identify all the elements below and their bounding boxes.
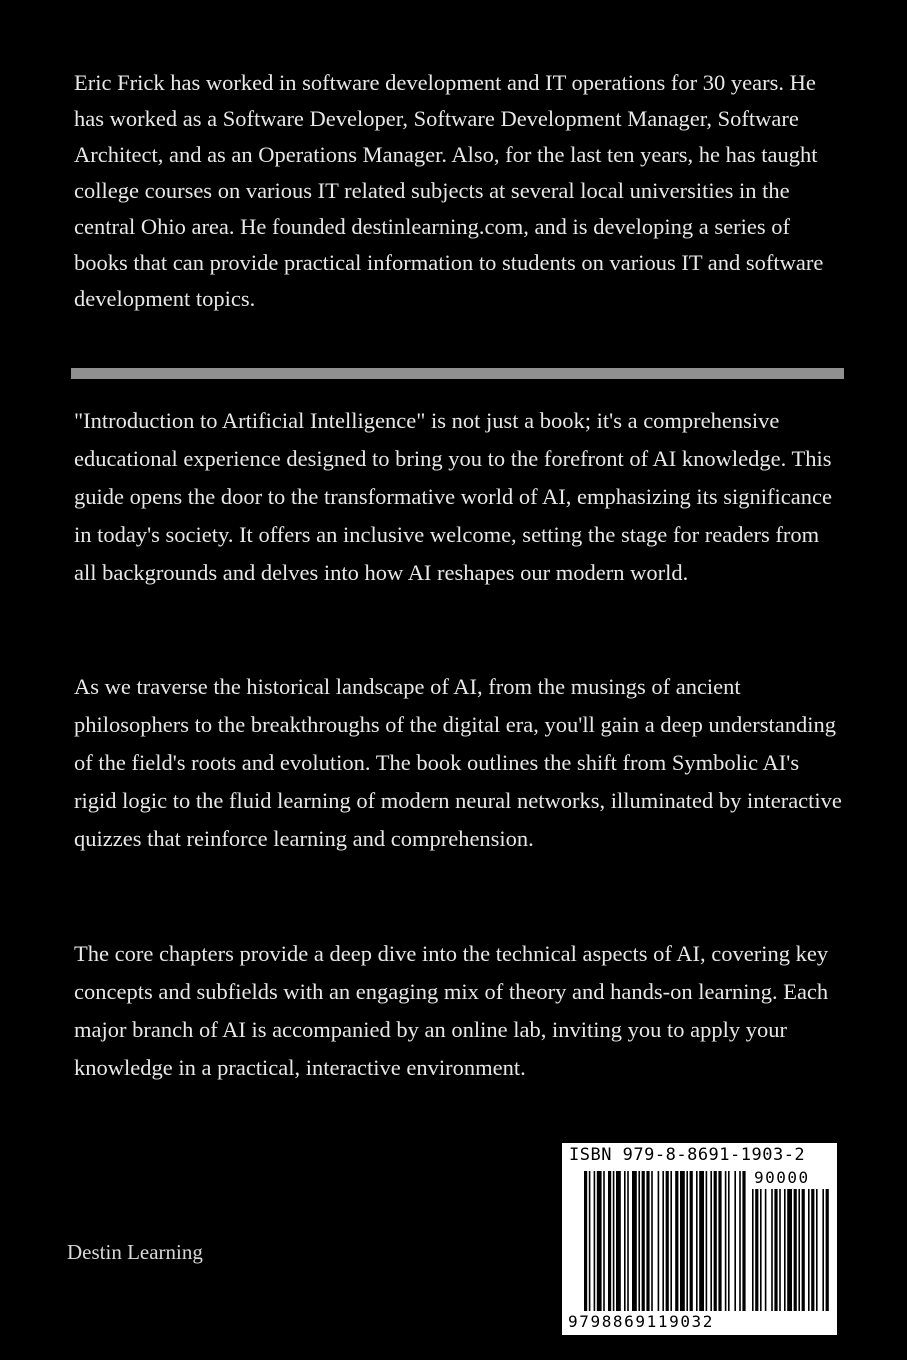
- addon-bar: [765, 1189, 767, 1311]
- barcode-bar: [680, 1171, 685, 1311]
- barcode-bar: [632, 1171, 637, 1311]
- barcode-bar: [675, 1171, 678, 1311]
- addon-bar: [816, 1189, 818, 1311]
- barcode-bar: [646, 1171, 649, 1311]
- barcode-bar: [710, 1171, 712, 1311]
- barcode-bar: [696, 1171, 698, 1311]
- addon-bar: [802, 1189, 805, 1311]
- addon-bar: [811, 1189, 814, 1311]
- barcode-bar: [725, 1171, 727, 1311]
- barcode-bar: [699, 1171, 704, 1311]
- publisher-name: Destin Learning: [67, 1240, 203, 1264]
- barcode-bar: [728, 1171, 730, 1311]
- description-paragraph-3: The core chapters provide a deep dive into the technical aspects of AI, covering key concepts and subfields with an engaging mix of theory and hands-on learning. Each major branch of AI is accompanied by an online lab, inviting you to apply your knowledge in a practical, interactive environment.: [74, 941, 829, 1080]
- barcode-bar: [584, 1171, 587, 1311]
- description-paragraph-1: "Introduction to Artificial Intelligence" is not just a book; it's a comprehensive educational experience designed to bring you to the forefront of AI knowledge. This guide opens the door to the transformative world of AI, emphasizing its significance in today's society. It offers an inclusive welcome, setting the stage for readers from all backgrounds and delves into how AI reshapes our modern world.: [74, 408, 832, 585]
- addon-bar: [760, 1189, 762, 1311]
- barcode-bar: [651, 1171, 653, 1311]
- barcode-bar: [613, 1171, 615, 1311]
- barcode-bar: [638, 1171, 640, 1311]
- isbn-text: ISBN 979-8-8691-1903-2: [569, 1145, 806, 1165]
- barcode-bar: [686, 1171, 688, 1311]
- addon-bar: [822, 1189, 824, 1311]
- barcode-bar: [734, 1171, 736, 1311]
- addon-bar: [752, 1189, 754, 1311]
- barcode-bar: [662, 1171, 664, 1311]
- barcode-bar: [642, 1171, 645, 1311]
- barcode-bar: [706, 1171, 708, 1311]
- addon-bar: [787, 1189, 792, 1311]
- author-bio: Eric Frick has worked in software development and IT operations for 30 years. He has worked as a Software Developer, Software Development Manager, Software Architect, and as an Operations Manager. Also, for the last ten years, he has taught college courses on various IT related subjects at several local universities in the central Ohio area. He founded destinlearning.com, and is developing a series of books that can provide practical information to students on various IT and software development topics.: [74, 70, 824, 311]
- barcode-bar: [739, 1171, 741, 1311]
- barcode-bar: [718, 1171, 721, 1311]
- barcode-bar: [594, 1171, 596, 1311]
- addon-bar: [774, 1189, 777, 1311]
- addon-bar: [798, 1189, 800, 1311]
- addon-bar: [755, 1189, 758, 1311]
- barcode-bar: [589, 1171, 591, 1311]
- barcode-bar: [603, 1171, 605, 1311]
- barcode-bar: [658, 1171, 660, 1311]
- addon-bar: [771, 1189, 773, 1311]
- addon-bar: [808, 1189, 810, 1311]
- section-divider: [71, 368, 844, 379]
- barcode-bar: [616, 1171, 621, 1311]
- ean-number: 9798869119032: [568, 1312, 715, 1331]
- description-paragraph-2: As we traverse the historical landscape of AI, from the musings of ancient philosophers to the breakthroughs of the digital era, you'll gain a deep understanding of the field's roots and evolution. The book outlines the shift from Symbolic AI's rigid logic to the fluid learning of modern neural networks, illuminated by interactive quizzes that reinforce learning and comprehension.: [74, 674, 842, 851]
- barcode-bar: [597, 1171, 602, 1311]
- barcode-bar: [670, 1171, 672, 1311]
- barcode-bar: [690, 1171, 693, 1311]
- addon-bar: [779, 1189, 781, 1311]
- addon-bar: [784, 1189, 786, 1311]
- barcode-bar: [714, 1171, 717, 1311]
- barcode-bar: [666, 1171, 669, 1311]
- isbn-barcode: [562, 1143, 837, 1335]
- barcode-bar: [608, 1171, 611, 1311]
- price-addon-number: 90000: [754, 1168, 810, 1187]
- barcode-bar: [627, 1171, 629, 1311]
- addon-bar: [826, 1189, 829, 1311]
- barcode-bar: [742, 1171, 745, 1311]
- addon-bar: [794, 1189, 797, 1311]
- barcode-bar: [624, 1171, 626, 1311]
